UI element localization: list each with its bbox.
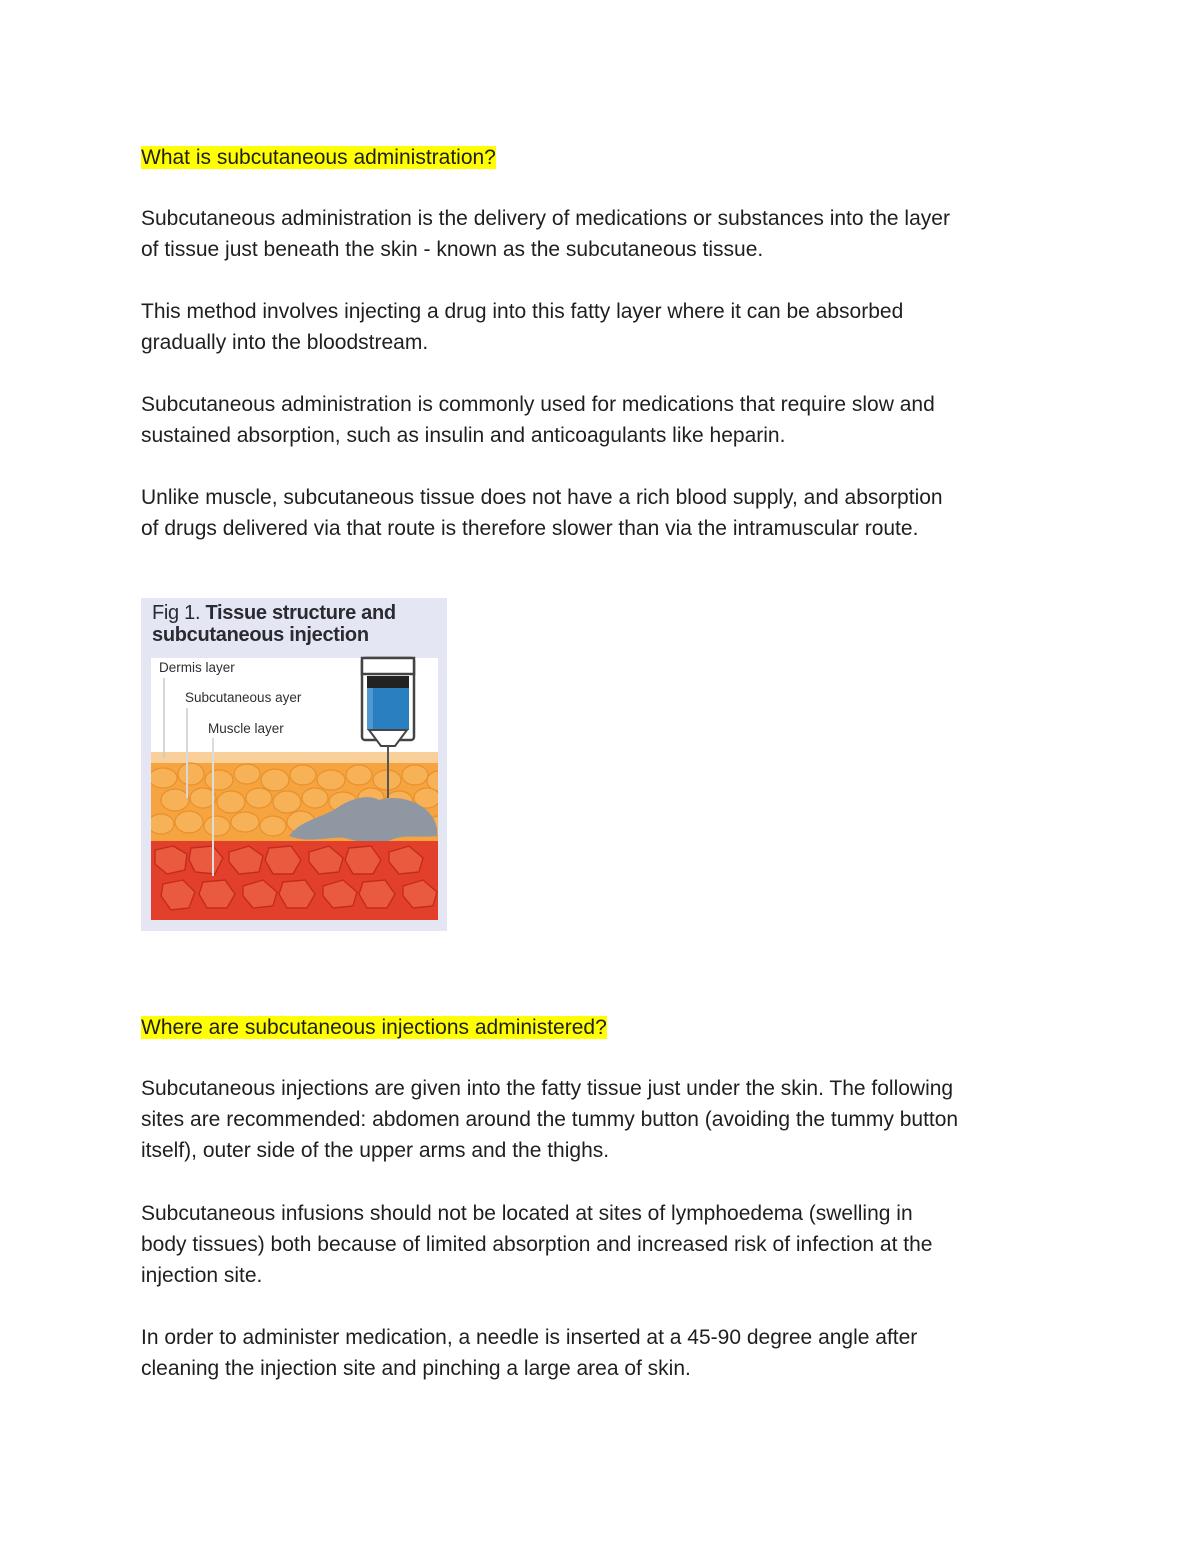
paragraph: Subcutaneous administration is the delivery of medications or substances into the layer of tissue just beneath the skin - known as the subcutaneous tissue. [141,207,950,261]
section-heading-where: Where are subcutaneous injections administered? [141,1016,607,1039]
subcutaneous-layer-label: Subcutaneous ayer [185,690,302,705]
dermis-layer-label: Dermis layer [159,660,235,675]
tissue-structure-figure [141,598,447,931]
paragraph: In order to administer medication, a needle is inserted at a 45-90 degree angle after cleaning the injection site and pinching a large area of skin. [141,1326,918,1380]
paragraph: Subcutaneous injections are given into the fatty tissue just under the skin. The following sites are recommended: abdomen around the tummy button (avoiding the tummy button itself), outer side of the upper arms and the thighs. [141,1077,959,1162]
section-heading-what-is: What is subcutaneous administration? [141,146,496,169]
paragraph: This method involves injecting a drug into this fatty layer where it can be absorbed gradually into the bloodstream. [141,300,904,354]
figure-title: Fig 1. Tissue structure and subcutaneous injection [152,602,396,646]
muscle-layer-label: Muscle layer [208,721,284,736]
tissue-illustration [141,598,447,931]
paragraph: Subcutaneous infusions should not be located at sites of lymphoedema (swelling in body tissues) both because of limited absorption and increased risk of infection at the injection site. [141,1202,933,1287]
paragraph: Subcutaneous administration is commonly used for medications that require slow and sustained absorption, such as insulin and anticoagulants like heparin. [141,393,935,447]
paragraph: Unlike muscle, subcutaneous tissue does not have a rich blood supply, and absorption of drugs delivered via that route is therefore slower than via the intramuscular route. [141,486,943,540]
